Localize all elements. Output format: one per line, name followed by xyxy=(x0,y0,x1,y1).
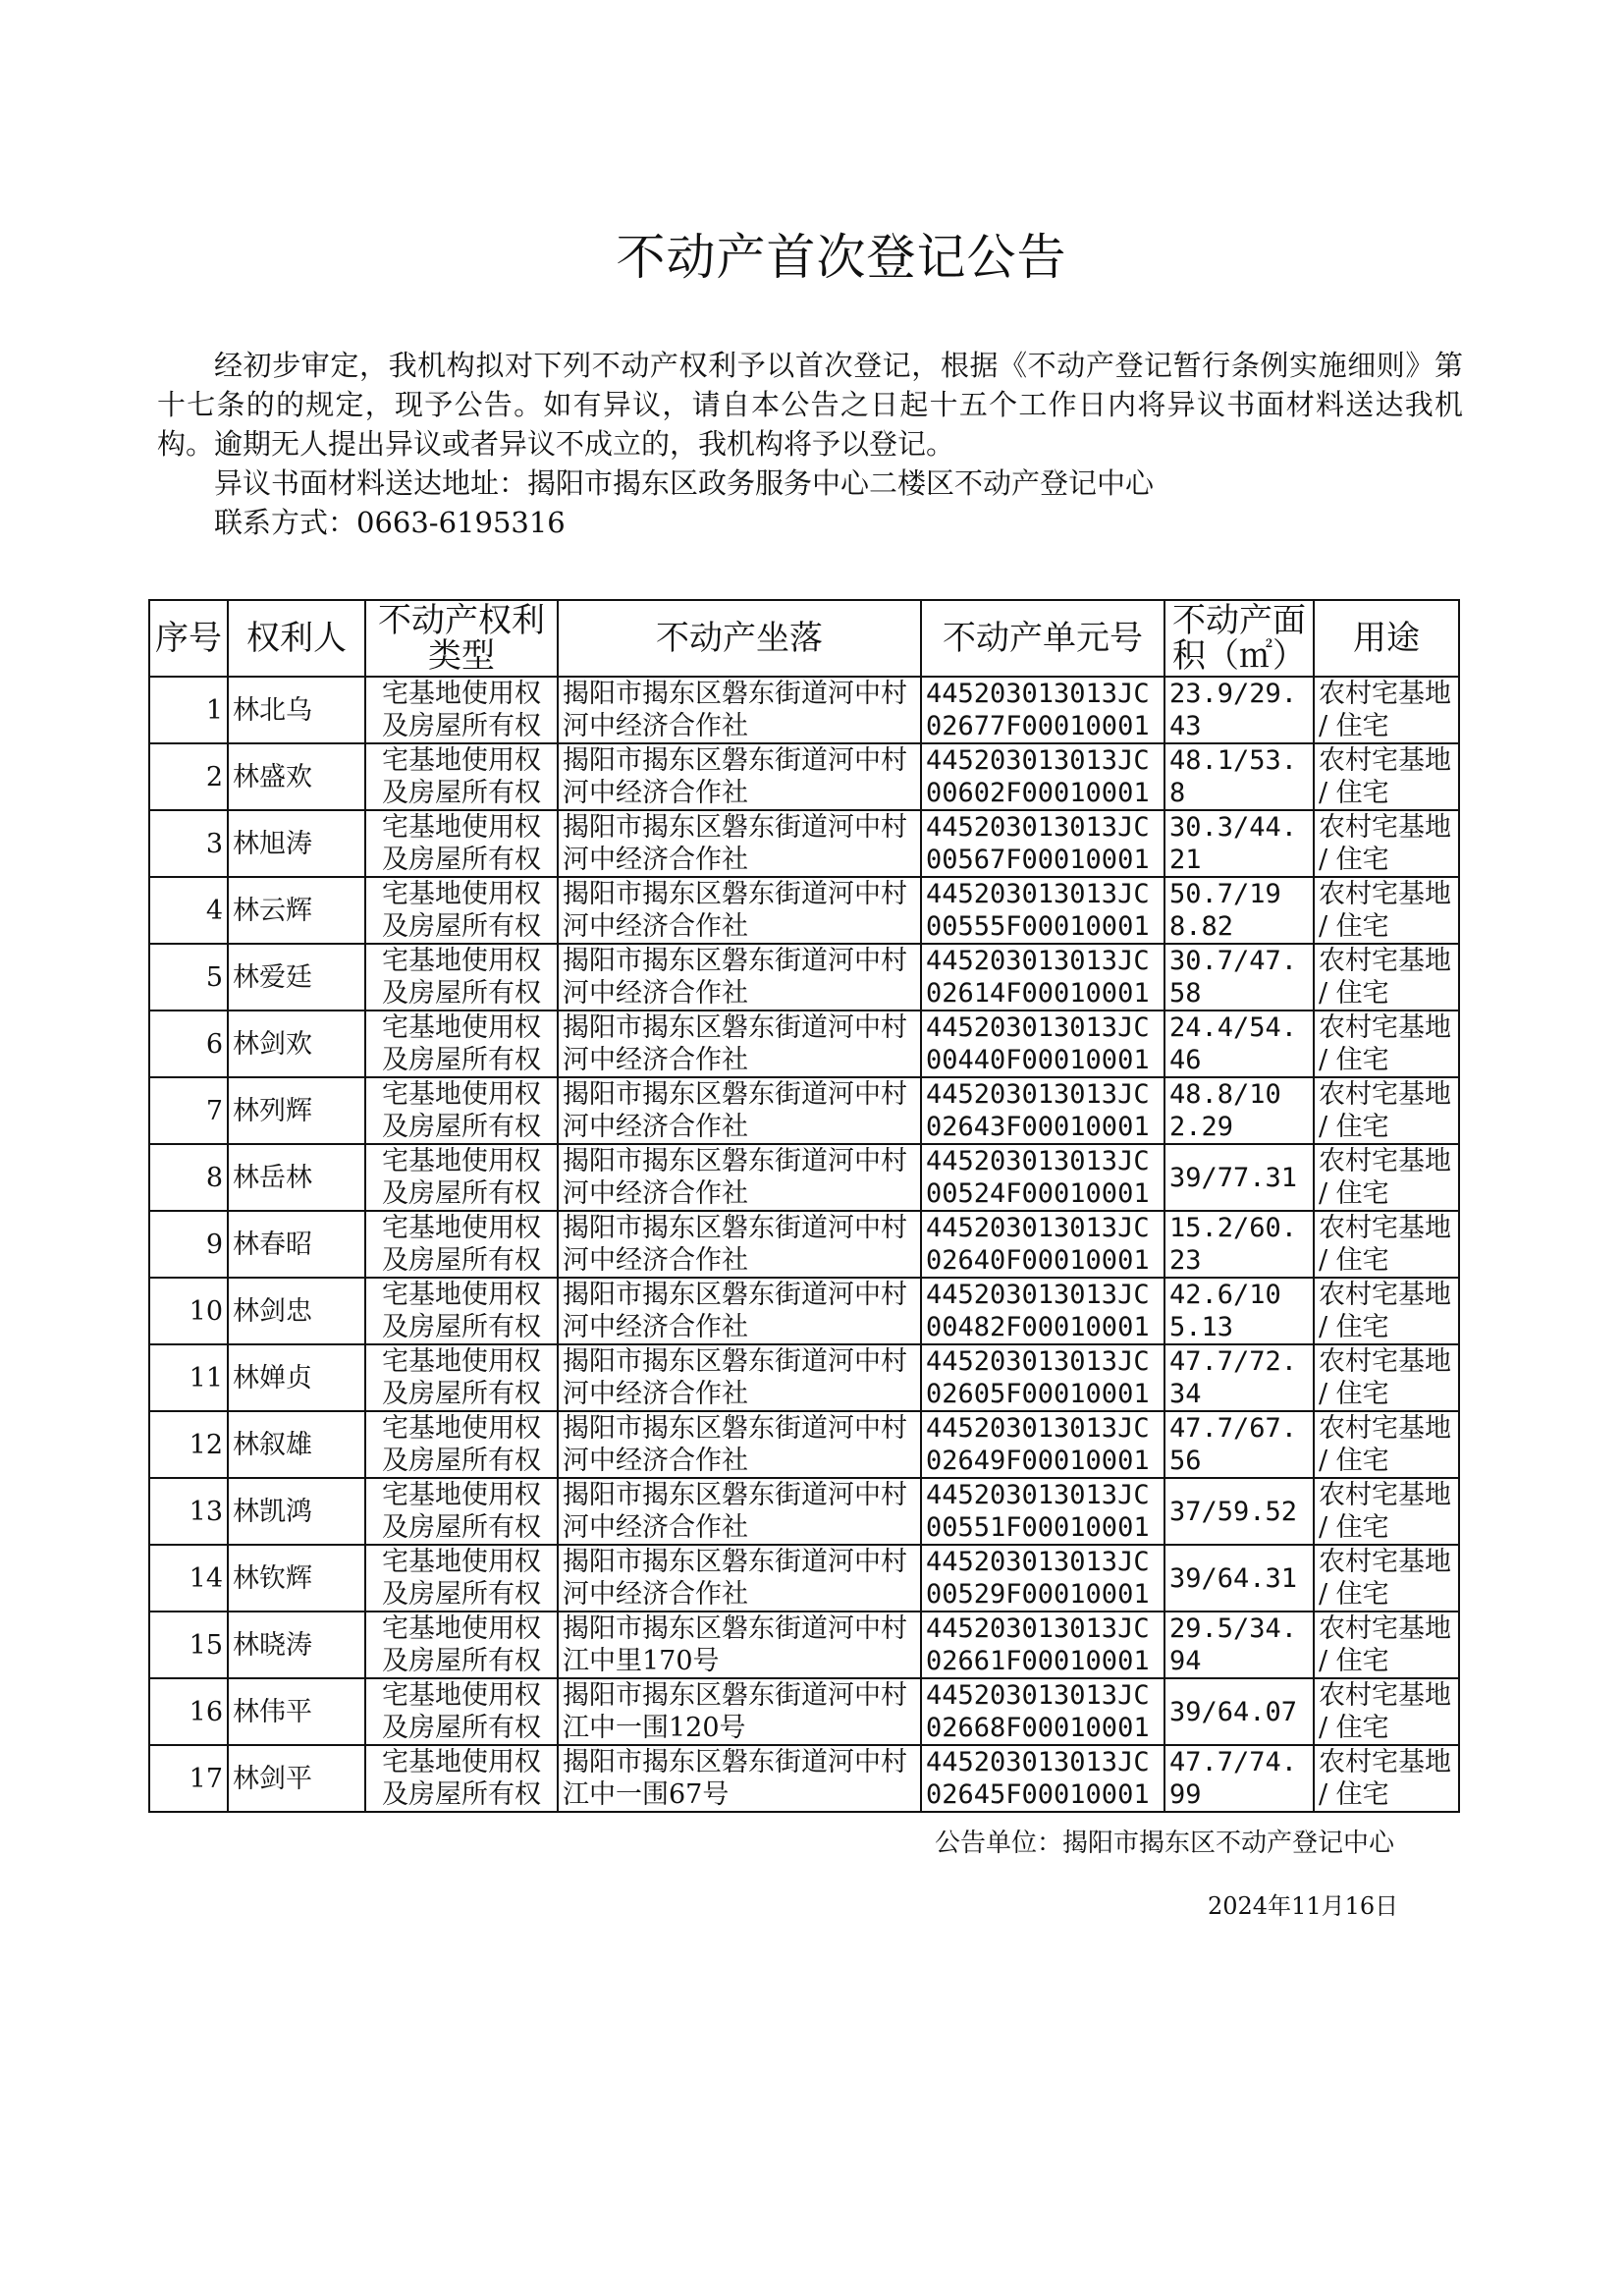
property-location: 揭阳市揭东区磐东街道河中村河中经济合作社 xyxy=(558,1545,921,1612)
right-type: 宅基地使用权及房屋所有权 xyxy=(365,677,558,743)
unit-number: 445203013013JC00482F00010001 xyxy=(921,1278,1164,1344)
unit-number: 445203013013JC00602F00010001 xyxy=(921,743,1164,810)
property-area: 42.6/105.13 xyxy=(1164,1278,1314,1344)
unit-number: 445203013013JC02649F00010001 xyxy=(921,1411,1164,1478)
property-use: 农村宅基地 / 住宅 xyxy=(1314,1011,1459,1077)
property-area: 39/64.07 xyxy=(1164,1678,1314,1745)
registration-table xyxy=(148,599,1460,1813)
row-number: 3 xyxy=(149,810,228,877)
property-area: 47.7/67.56 xyxy=(1164,1411,1314,1478)
property-location: 揭阳市揭东区磐东街道河中村河中经济合作社 xyxy=(558,877,921,944)
right-type: 宅基地使用权及房屋所有权 xyxy=(365,877,558,944)
owner-name: 林盛欢 xyxy=(228,743,365,810)
row-number: 4 xyxy=(149,877,228,944)
unit-number: 445203013013JC02645F00010001 xyxy=(921,1745,1164,1812)
row-number: 16 xyxy=(149,1678,228,1745)
right-type: 宅基地使用权及房屋所有权 xyxy=(365,1745,558,1812)
unit-number: 445203013013JC00551F00010001 xyxy=(921,1478,1164,1545)
table-row xyxy=(149,944,1459,1011)
right-type: 宅基地使用权及房屋所有权 xyxy=(365,1211,558,1278)
row-number: 14 xyxy=(149,1545,228,1612)
table-row xyxy=(149,677,1459,743)
row-number: 11 xyxy=(149,1344,228,1411)
property-area: 23.9/29.43 xyxy=(1164,677,1314,743)
owner-name: 林剑平 xyxy=(228,1745,365,1812)
owner-name: 林晓涛 xyxy=(228,1612,365,1678)
address-line: 异议书面材料送达地址：揭阳市揭东区政务服务中心二楼区不动产登记中心 xyxy=(214,466,1155,500)
property-area: 39/64.31 xyxy=(1164,1545,1314,1612)
property-location: 揭阳市揭东区磐东街道河中村河中经济合作社 xyxy=(558,677,921,743)
owner-name: 林旭涛 xyxy=(228,810,365,877)
property-location: 揭阳市揭东区磐东街道河中村江中一围67号 xyxy=(558,1745,921,1812)
right-type: 宅基地使用权及房屋所有权 xyxy=(365,1077,558,1144)
property-location: 揭阳市揭东区磐东街道河中村河中经济合作社 xyxy=(558,810,921,877)
unit-number: 445203013013JC02605F00010001 xyxy=(921,1344,1164,1411)
property-use: 农村宅基地 / 住宅 xyxy=(1314,1545,1459,1612)
row-number: 13 xyxy=(149,1478,228,1545)
owner-name: 林婵贞 xyxy=(228,1344,365,1411)
header-owner: 权利人 xyxy=(228,600,365,677)
property-area: 30.3/44.21 xyxy=(1164,810,1314,877)
owner-name: 林钦辉 xyxy=(228,1545,365,1612)
row-number: 5 xyxy=(149,944,228,1011)
property-location: 揭阳市揭东区磐东街道河中村江中里170号 xyxy=(558,1612,921,1678)
table-row xyxy=(149,1411,1459,1478)
table-body xyxy=(149,677,1459,1812)
property-area: 39/77.31 xyxy=(1164,1144,1314,1211)
owner-name: 林春昭 xyxy=(228,1211,365,1278)
table-row xyxy=(149,1478,1459,1545)
property-use: 农村宅基地 / 住宅 xyxy=(1314,1144,1459,1211)
owner-name: 林岳林 xyxy=(228,1144,365,1211)
table-row xyxy=(149,1211,1459,1278)
intro-paragraph: 经初步审定，我机构拟对下列不动产权利予以首次登记，根据《不动产登记暂行条例实施细则》第十七条的的规定，现予公告。如有异议，请自本公告之日起十五个工作日内将异议书面材料送达我机构。逾期无人提出异议或者异议不成立的，我机构将予以登记。 xyxy=(157,349,1463,461)
property-area: 47.7/72.34 xyxy=(1164,1344,1314,1411)
property-location: 揭阳市揭东区磐东街道河中村河中经济合作社 xyxy=(558,743,921,810)
unit-number: 445203013013JC00567F00010001 xyxy=(921,810,1164,877)
intro-section xyxy=(157,346,1463,542)
property-use: 农村宅基地 / 住宅 xyxy=(1314,1745,1459,1812)
property-location: 揭阳市揭东区磐东街道河中村河中经济合作社 xyxy=(558,1011,921,1077)
owner-name: 林凯鸿 xyxy=(228,1478,365,1545)
property-area: 48.8/102.29 xyxy=(1164,1077,1314,1144)
right-type: 宅基地使用权及房屋所有权 xyxy=(365,1545,558,1612)
property-use: 农村宅基地 / 住宅 xyxy=(1314,743,1459,810)
table-row xyxy=(149,1278,1459,1344)
owner-name: 林伟平 xyxy=(228,1678,365,1745)
row-number: 6 xyxy=(149,1011,228,1077)
property-use: 农村宅基地 / 住宅 xyxy=(1314,1344,1459,1411)
row-number: 7 xyxy=(149,1077,228,1144)
header-no: 序号 xyxy=(149,600,228,677)
property-location: 揭阳市揭东区磐东街道河中村河中经济合作社 xyxy=(558,1077,921,1144)
table-header-row xyxy=(149,600,1459,677)
property-area: 30.7/47.58 xyxy=(1164,944,1314,1011)
owner-name: 林爱廷 xyxy=(228,944,365,1011)
header-type: 不动产权利类型 xyxy=(365,600,558,677)
issue-date: 2024年11月16日 xyxy=(1208,1892,1399,1920)
row-number: 10 xyxy=(149,1278,228,1344)
row-number: 12 xyxy=(149,1411,228,1478)
property-use: 农村宅基地 / 住宅 xyxy=(1314,944,1459,1011)
owner-name: 林剑忠 xyxy=(228,1278,365,1344)
property-use: 农村宅基地 / 住宅 xyxy=(1314,1478,1459,1545)
property-use: 农村宅基地 / 住宅 xyxy=(1314,810,1459,877)
property-location: 揭阳市揭东区磐东街道河中村江中一围120号 xyxy=(558,1678,921,1745)
right-type: 宅基地使用权及房屋所有权 xyxy=(365,1344,558,1411)
table-row xyxy=(149,1612,1459,1678)
right-type: 宅基地使用权及房屋所有权 xyxy=(365,1144,558,1211)
table-row xyxy=(149,1144,1459,1211)
header-area: 不动产面积（㎡） xyxy=(1164,600,1314,677)
table-row xyxy=(149,1011,1459,1077)
unit-number: 445203013013JC00524F00010001 xyxy=(921,1144,1164,1211)
property-location: 揭阳市揭东区磐东街道河中村河中经济合作社 xyxy=(558,1344,921,1411)
property-use: 农村宅基地 / 住宅 xyxy=(1314,877,1459,944)
row-number: 15 xyxy=(149,1612,228,1678)
right-type: 宅基地使用权及房屋所有权 xyxy=(365,1678,558,1745)
owner-name: 林云辉 xyxy=(228,877,365,944)
property-location: 揭阳市揭东区磐东街道河中村河中经济合作社 xyxy=(558,1478,921,1545)
unit-number: 445203013013JC02614F00010001 xyxy=(921,944,1164,1011)
table-row xyxy=(149,1678,1459,1745)
right-type: 宅基地使用权及房屋所有权 xyxy=(365,944,558,1011)
property-location: 揭阳市揭东区磐东街道河中村河中经济合作社 xyxy=(558,1211,921,1278)
unit-number: 445203013013JC00529F00010001 xyxy=(921,1545,1164,1612)
property-use: 农村宅基地 / 住宅 xyxy=(1314,1612,1459,1678)
contact-line: 联系方式：0663-6195316 xyxy=(214,506,566,539)
row-number: 1 xyxy=(149,677,228,743)
unit-number: 445203013013JC02661F00010001 xyxy=(921,1612,1164,1678)
owner-name: 林列辉 xyxy=(228,1077,365,1144)
row-number: 17 xyxy=(149,1745,228,1812)
right-type: 宅基地使用权及房屋所有权 xyxy=(365,810,558,877)
property-location: 揭阳市揭东区磐东街道河中村河中经济合作社 xyxy=(558,1144,921,1211)
property-area: 15.2/60.23 xyxy=(1164,1211,1314,1278)
header-location: 不动产坐落 xyxy=(558,600,921,677)
header-use: 用途 xyxy=(1314,600,1459,677)
page-title: 不动产首次登记公告 xyxy=(616,229,1067,286)
right-type: 宅基地使用权及房屋所有权 xyxy=(365,1411,558,1478)
property-location: 揭阳市揭东区磐东街道河中村河中经济合作社 xyxy=(558,944,921,1011)
table-row xyxy=(149,1077,1459,1144)
property-use: 农村宅基地 / 住宅 xyxy=(1314,1211,1459,1278)
table-row xyxy=(149,743,1459,810)
property-use: 农村宅基地 / 住宅 xyxy=(1314,1278,1459,1344)
property-area: 50.7/198.82 xyxy=(1164,877,1314,944)
property-use: 农村宅基地 / 住宅 xyxy=(1314,1678,1459,1745)
table-row xyxy=(149,877,1459,944)
owner-name: 林叙雄 xyxy=(228,1411,365,1478)
property-area: 29.5/34.94 xyxy=(1164,1612,1314,1678)
right-type: 宅基地使用权及房屋所有权 xyxy=(365,1478,558,1545)
property-area: 48.1/53.8 xyxy=(1164,743,1314,810)
unit-number: 445203013013JC00440F00010001 xyxy=(921,1011,1164,1077)
row-number: 9 xyxy=(149,1211,228,1278)
property-use: 农村宅基地 / 住宅 xyxy=(1314,677,1459,743)
property-location: 揭阳市揭东区磐东街道河中村河中经济合作社 xyxy=(558,1411,921,1478)
owner-name: 林北乌 xyxy=(228,677,365,743)
right-type: 宅基地使用权及房屋所有权 xyxy=(365,743,558,810)
property-area: 37/59.52 xyxy=(1164,1478,1314,1545)
issuing-unit: 公告单位：揭阳市揭东区不动产登记中心 xyxy=(935,1829,1395,1858)
right-type: 宅基地使用权及房屋所有权 xyxy=(365,1278,558,1344)
property-area: 47.7/74.99 xyxy=(1164,1745,1314,1812)
owner-name: 林剑欢 xyxy=(228,1011,365,1077)
unit-number: 445203013013JC02640F00010001 xyxy=(921,1211,1164,1278)
unit-number: 445203013013JC02677F00010001 xyxy=(921,677,1164,743)
table-row xyxy=(149,1545,1459,1612)
property-use: 农村宅基地 / 住宅 xyxy=(1314,1411,1459,1478)
table-row xyxy=(149,810,1459,877)
property-use: 农村宅基地 / 住宅 xyxy=(1314,1077,1459,1144)
right-type: 宅基地使用权及房屋所有权 xyxy=(365,1612,558,1678)
property-location: 揭阳市揭东区磐东街道河中村河中经济合作社 xyxy=(558,1278,921,1344)
unit-number: 445203013013JC02643F00010001 xyxy=(921,1077,1164,1144)
unit-number: 445203013013JC00555F00010001 xyxy=(921,877,1164,944)
table-row xyxy=(149,1745,1459,1812)
right-type: 宅基地使用权及房屋所有权 xyxy=(365,1011,558,1077)
unit-number: 445203013013JC02668F00010001 xyxy=(921,1678,1164,1745)
row-number: 8 xyxy=(149,1144,228,1211)
property-area: 24.4/54.46 xyxy=(1164,1011,1314,1077)
header-unit: 不动产单元号 xyxy=(921,600,1164,677)
table-row xyxy=(149,1344,1459,1411)
row-number: 2 xyxy=(149,743,228,810)
